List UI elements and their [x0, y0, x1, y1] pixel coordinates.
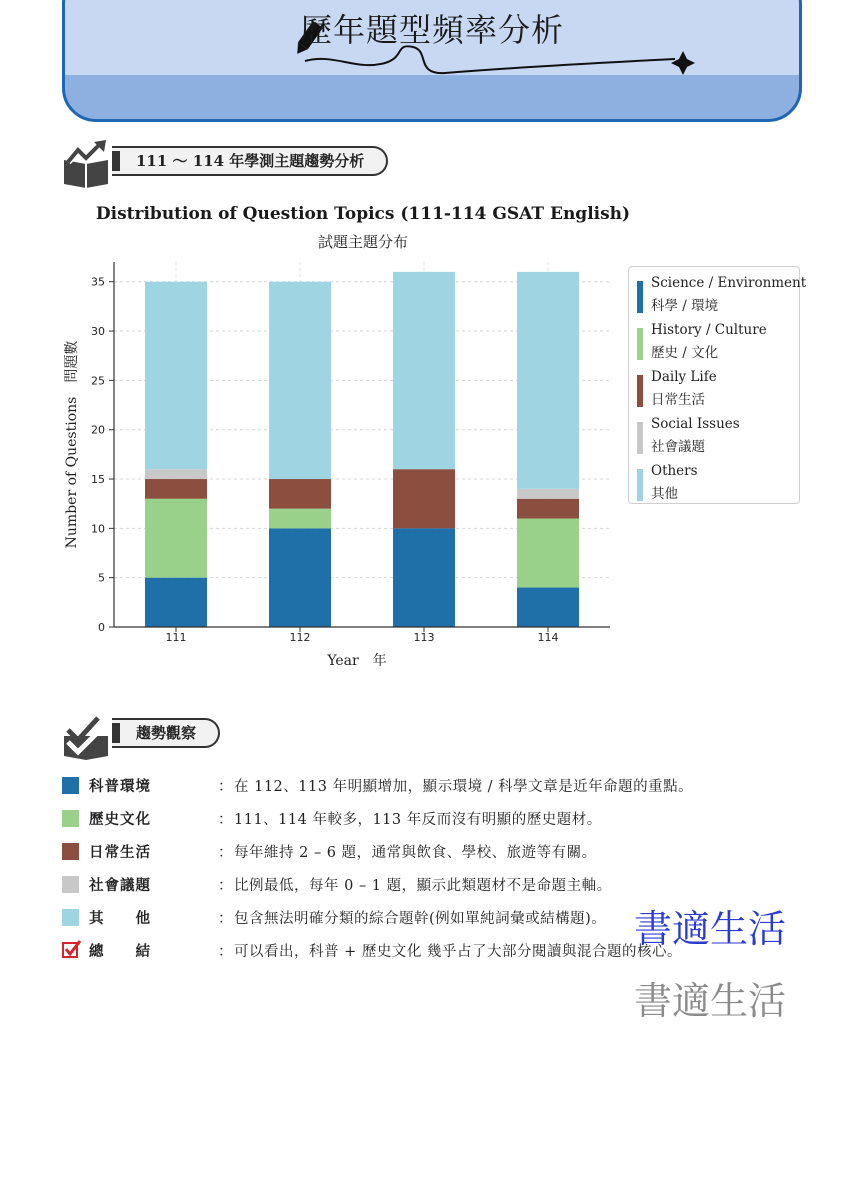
chart-title: Distribution of Question Topics (111-114 GSAT English): [95, 204, 631, 224]
legend-label: Science / Environment: [651, 275, 807, 291]
separator: ：: [218, 911, 233, 927]
y-tick-label: 30: [91, 325, 105, 339]
bar-segment-111-s2: [145, 479, 207, 499]
bar-segment-111-s3: [145, 469, 207, 479]
x-axis-label: Year 年: [327, 653, 387, 669]
legend-swatch: [637, 375, 643, 407]
legend-label-zh: 其他: [651, 486, 678, 502]
separator: ：: [218, 878, 233, 894]
y-tick-label: 10: [91, 522, 105, 536]
bar-segment-113-s0: [393, 528, 455, 627]
observation-text: 在 112、113 年明顯增加，顯示環境 / 科學文章是近年命題的重點。: [234, 779, 694, 795]
watermark-gray: 書適生活: [634, 979, 787, 1023]
bar-segment-114-s3: [517, 489, 579, 499]
observation-text: 每年維持 2 – 6 題，通常與飲食、學校、旅遊等有關。: [234, 845, 597, 861]
watermark-blue: 書適生活: [634, 907, 787, 951]
bar-segment-113-s4: [393, 272, 455, 469]
color-swatch: [62, 810, 79, 827]
summary-text: 可以看出，科普 + 歷史文化 幾乎占了大部分閱讀與混合題的核心。: [234, 944, 682, 960]
section-title-trend: 111 ～ 114 年學測主題趨勢分析: [112, 146, 388, 176]
legend-label: History / Culture: [651, 322, 767, 338]
section-title-observation: 趨勢觀察: [112, 718, 220, 748]
page-title: 歷年題型頻率分析: [299, 11, 564, 49]
list-item: [62, 806, 762, 839]
color-swatch: [62, 843, 79, 860]
bar-segment-114-s4: [517, 272, 579, 489]
observation-label: 社會議題: [89, 877, 151, 894]
bar-segment-111-s4: [145, 282, 207, 469]
x-tick-label: 112: [289, 631, 311, 644]
legend-label: Daily Life: [651, 369, 717, 385]
legend-label-zh: 科學 / 環境: [651, 298, 719, 314]
observation-label: 日常生活: [89, 844, 151, 861]
x-tick-label: 113: [413, 631, 435, 644]
check-icon: [62, 939, 82, 959]
y-tick-label: 15: [91, 473, 105, 487]
separator: ：: [218, 944, 233, 960]
chart-legend: [628, 266, 807, 504]
x-tick-label: 111: [165, 631, 187, 644]
observation-text: 111、114 年較多，113 年反而沒有明顯的歷史題材。: [234, 812, 602, 828]
y-tick-label: 20: [91, 423, 105, 437]
bar-segment-114-s2: [517, 499, 579, 519]
bar-segment-114-s1: [517, 518, 579, 587]
bar-segment-112-s0: [269, 528, 331, 627]
bar-segment-113-s2: [393, 469, 455, 528]
separator: ：: [218, 845, 233, 861]
y-tick-label: 25: [91, 374, 105, 388]
bar-segment-112-s4: [269, 282, 331, 479]
separator: ：: [218, 779, 233, 795]
observation-label: 科普環境: [89, 778, 151, 795]
color-swatch: [62, 876, 79, 893]
legend-swatch: [637, 469, 643, 501]
legend-label-zh: 歷史 / 文化: [651, 345, 719, 361]
list-item: [62, 839, 762, 872]
bar-segment-112-s2: [269, 479, 331, 509]
legend-label-zh: 日常生活: [651, 392, 705, 408]
observation-text: 包含無法明確分類的綜合題幹(例如單純詞彙或結構題)。: [234, 911, 607, 927]
bar-segment-111-s1: [145, 499, 207, 578]
x-tick-label: 114: [537, 631, 559, 644]
bar-segment-114-s0: [517, 588, 579, 627]
color-swatch: [62, 777, 79, 794]
bar-segment-112-s1: [269, 509, 331, 529]
y-tick-label: 0: [98, 621, 105, 634]
observation-text: 比例最低，每年 0 – 1 題，顯示此類題材不是命題主軸。: [234, 878, 612, 894]
y-tick-label: 5: [98, 571, 105, 585]
separator: ：: [218, 812, 233, 828]
legend-label: Others: [651, 463, 698, 479]
y-tick-label: 35: [91, 275, 105, 289]
color-swatch: [62, 909, 79, 926]
list-item: [62, 773, 762, 806]
legend-label: Social Issues: [651, 416, 740, 432]
legend-swatch: [637, 328, 643, 360]
observation-label: 歷史文化: [89, 811, 151, 828]
chart-subtitle: 試題主題分布: [317, 233, 408, 251]
observation-label: 其 他: [89, 910, 151, 927]
legend-swatch: [637, 281, 643, 313]
y-axis-label: Number of Questions 問題數: [64, 340, 80, 549]
bar-segment-111-s0: [145, 578, 207, 627]
legend-label-zh: 社會議題: [651, 439, 705, 455]
legend-swatch: [637, 422, 643, 454]
summary-label: 總 結: [89, 943, 151, 960]
double-check-icon: [60, 712, 112, 760]
